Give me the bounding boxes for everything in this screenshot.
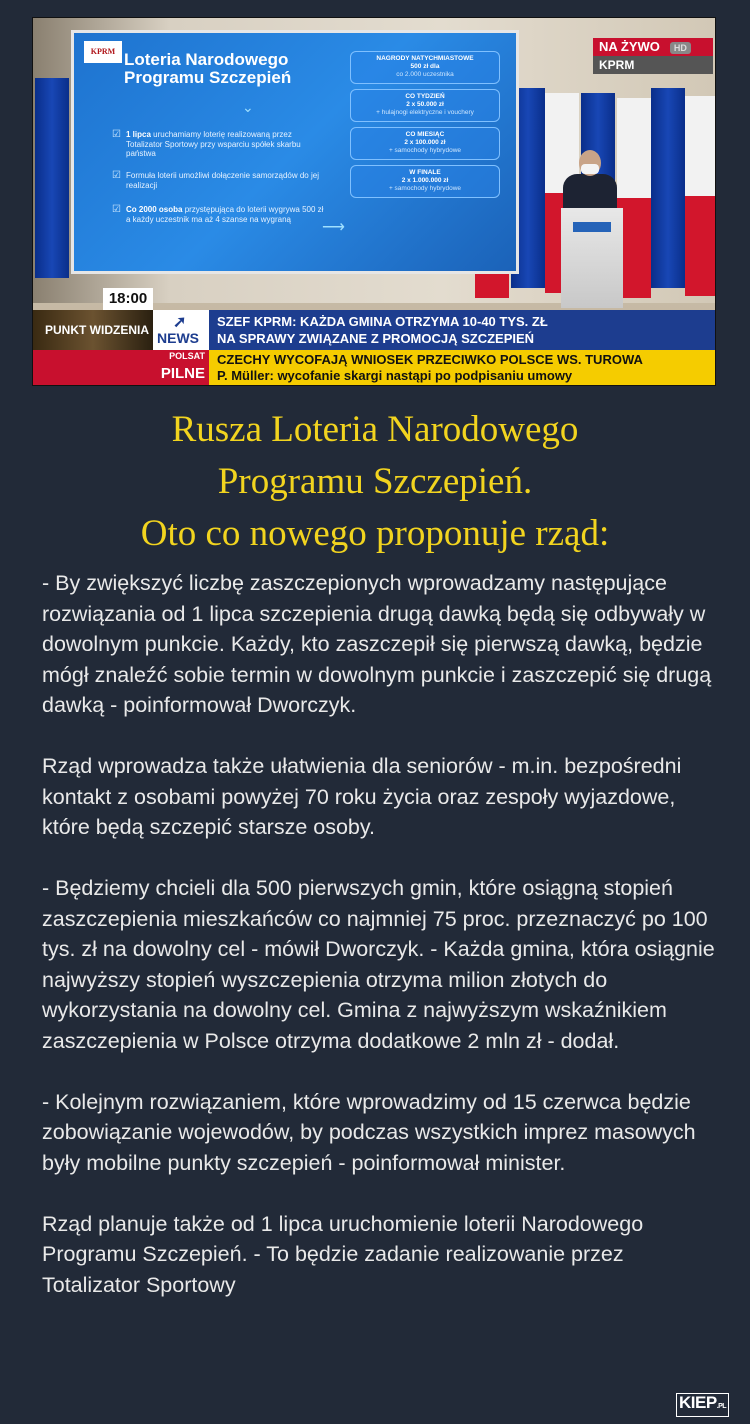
ticker-bar (209, 350, 715, 385)
eu-flag (651, 88, 685, 288)
arrow-up-right-icon: ➚ (173, 314, 187, 331)
lower-third (33, 288, 715, 385)
prize-sub: + samochody hybrydowe (388, 185, 462, 192)
checkbox-icon: ☑ (112, 129, 121, 140)
board-point (112, 129, 326, 159)
article-title (20, 404, 730, 560)
paragraph: Rząd wprowadza także ułatwienia dla seniorów - m.in. bezpośredni kontakt z osobami powyżej 70 roku życia oraz zespoły wyjazdowe, które będą szczepić starsze osoby. (42, 754, 682, 839)
watermark-suffix: .PL (716, 1403, 727, 1410)
prize-label: CO TYDZIEŃ (405, 93, 445, 100)
news-logo (153, 310, 209, 350)
paragraph: - By zwiększyć liczbę zaszczepionych wprowadzamy następujące rozwiązania od 1 lipca szczepienia drugą dawką będą się odbywały w dowolnym punkcie. Każdy, kto zaszczepił się pierwszą dawką, będzie mógł znaleźć sobie termin w dowolnym punkcie i zaszczepić się drugą dawką - poinformował Dworczyk. (42, 571, 712, 717)
arrow-down-icon: ⌄ (242, 99, 254, 115)
kprm-logo: KPRM (84, 41, 122, 63)
prize-label: NAGRODY NATYCHMIASTOWE (376, 55, 474, 62)
board-title-line: Programu Szczepień (124, 68, 292, 87)
prize-list (350, 51, 500, 203)
board-point-text: uruchamiamy loterię realizowaną przez Totalizator Sportowy przy wsparciu spółek skarbu państwa (126, 130, 301, 158)
program-name: PUNKT WIDZENIA (33, 310, 153, 350)
prize-sub: + samochody hybrydowe (388, 147, 462, 154)
prize-amount: 2 x 50.000 zł (406, 101, 444, 108)
board-point (112, 170, 326, 190)
checkbox-icon: ☑ (112, 204, 121, 215)
prize-amount: 2 x 1.000.000 zł (401, 177, 449, 184)
prize-sub: + hulajnogi elektryczne i vouchery (376, 109, 474, 116)
tv-screenshot (32, 17, 716, 386)
board-point-text: przystępująca do loterii wygrywa 500 zł a każdy uczestnik ma aż 4 szanse na wygraną (126, 205, 324, 224)
headline-line: NA SPRAWY ZWIĄZANE Z PROMOCJĄ SZCZEPIEŃ (217, 331, 535, 346)
board-point (112, 204, 326, 224)
prize-label: CO MIESIĄC (405, 131, 445, 138)
poland-flag (685, 96, 716, 296)
watermark-text: KIEP (679, 1393, 717, 1412)
board-title (124, 51, 354, 87)
news-label: NEWS (157, 330, 199, 346)
title-line: Programu Szczepień. (217, 461, 533, 502)
prize-amount: 500 zł dla (410, 63, 440, 70)
live-badge (593, 38, 713, 74)
board-title-line: Loteria Narodowego (124, 50, 289, 69)
clock: 18:00 (103, 288, 153, 310)
headline-bar (209, 310, 715, 350)
board-point-bold: Co 2000 osoba (126, 205, 183, 214)
live-label (593, 38, 713, 56)
ticker-line: CZECHY WYCOFAJĄ WNIOSEK PRZECIWKO POLSCE WS. TUROWA (217, 352, 643, 367)
prize-box (350, 51, 500, 84)
prize-sub: co 2.000 uczestnika (396, 71, 454, 78)
urgent-label: PILNE (153, 363, 209, 385)
article-body (42, 568, 722, 1331)
source-label: KPRM (593, 56, 713, 74)
paragraph: Rząd planuje także od 1 lipca uruchomienie loterii Narodowego Programu Szczepień. - To będzie zadanie realizowanie przez Totalizator Sportowy (42, 1211, 644, 1297)
board-point-bold: 1 lipca (126, 130, 151, 139)
prize-box (350, 89, 500, 122)
title-line: Oto co nowego proponuje rząd: (140, 513, 610, 554)
hd-badge: HD (670, 42, 691, 54)
prize-box (350, 127, 500, 160)
left-strip (33, 350, 153, 385)
podium-sign (573, 222, 611, 232)
presentation-board (71, 30, 519, 274)
board-point-text: Formuła loterii umożliwi dołączenie samorządów do jej realizacji (126, 171, 319, 190)
watermark-logo (676, 1393, 729, 1417)
title-line: Rusza Loteria Narodowego (171, 409, 579, 450)
eu-flag (35, 78, 69, 278)
arrow-right-icon: ⟶ (322, 219, 345, 236)
ticker-line: P. Müller: wycofanie skargi nastąpi po podpisaniu umowy (217, 368, 573, 383)
live-text: NA ŻYWO (599, 39, 660, 54)
paragraph: - Będziemy chcieli dla 500 pierwszych gmin, które osiągną stopień zaszczepienia mieszkańców co najmniej 75 proc. przeznaczyć po 100 tys. zł na dowolny cel - mówił Dworczyk. - Każda gmina, która osiągnie najwyższy stopień wyszczepienia otrzyma milion złotych do wykorzystania na dowolny cel. Gmina z najwyższym wskaźnikiem zaszczepienia w Polsce otrzyma dodatkowe 2 mln zł - dodał. (42, 876, 715, 1053)
face-mask (581, 164, 599, 174)
checkbox-icon: ☑ (112, 170, 121, 181)
prize-amount: 2 x 100.000 zł (404, 139, 446, 146)
headline-line: SZEF KPRM: KAŻDA GMINA OTRZYMA 10-40 TYS. ZŁ (217, 314, 548, 329)
prize-box (350, 165, 500, 198)
paragraph: - Kolejnym rozwiązaniem, które wprowadzimy od 15 czerwca będzie zobowiązanie wojewodów, by podczas wszystkich imprez masowych były mobilne punkty szczepień - poinformował minister. (42, 1089, 696, 1175)
site-watermark (676, 1393, 736, 1417)
prize-label: W FINALE (409, 169, 441, 176)
channel-label: POLSAT (153, 350, 209, 363)
